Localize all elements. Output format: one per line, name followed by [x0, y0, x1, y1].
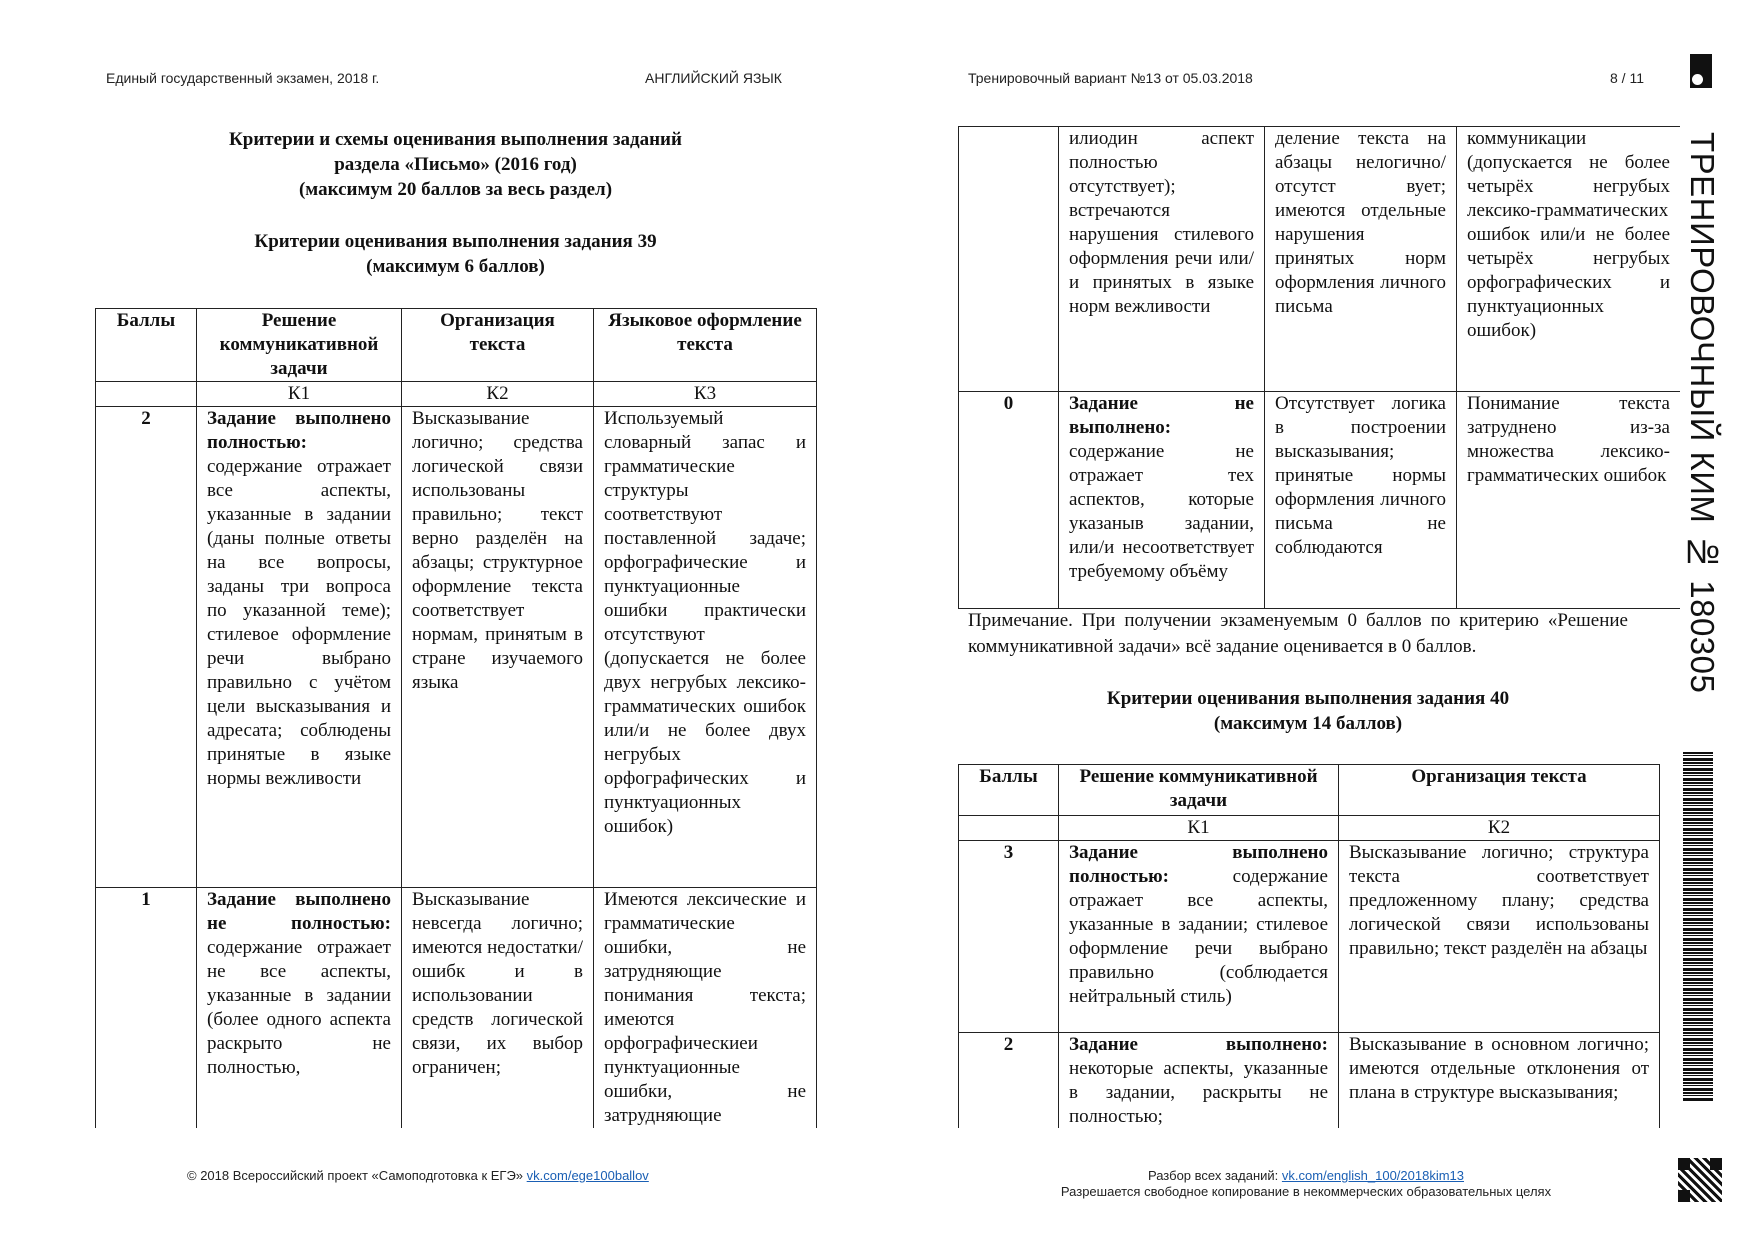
table-row: [959, 841, 1660, 1033]
k2-cell: Высказывание невсегда логично; имеются недостатки/ошибк и в использовании средств логической связи, их выбор ограничен;: [402, 888, 594, 1129]
score-cell: [959, 127, 1059, 392]
header-exam: Единый государственный экзамен, 2018 г.: [106, 70, 380, 86]
k1-verdict: Задание выполнено полностью:: [207, 408, 391, 453]
title-line: (максимум 14 баллов): [1213, 713, 1403, 734]
col-header-k1: Решение коммуникативной задачи: [197, 309, 402, 382]
k1-verdict: Задание выполнено не полностью:: [207, 889, 391, 934]
title-line: Критерии оценивания выполнения задания 39: [254, 231, 657, 252]
section-title: [95, 127, 816, 202]
footer-link-ege100ballov[interactable]: vk.com/ege100ballov: [526, 1168, 649, 1183]
score-cell: 0: [959, 392, 1059, 609]
footer-link-english100[interactable]: vk.com/english_100/2018kim13: [1281, 1168, 1465, 1183]
k1-cell: [197, 888, 402, 1129]
footer-right: [1000, 1168, 1612, 1200]
criteria-table-39: [95, 308, 817, 1128]
review-label: Разбор всех заданий:: [1147, 1168, 1279, 1183]
k1-cell: [1059, 392, 1265, 609]
k1-text: содержание отражает все аспекты, указанные в задании (даны полные ответы на все вопросы, заданы три вопроса по указанной теме); стилевое оформление речи выбрано правильно с учётом цели высказывания и адресата; соблюдены принятые в языке нормы вежливости: [207, 456, 391, 789]
k3-cell: Понимание текста затруднено из-за множества лексико-грамматических ошибок: [1457, 392, 1681, 609]
k1-text: некоторые аспекты, указанные в задании, раскрыты не полностью;: [1069, 1058, 1328, 1127]
criteria-cell: К3: [594, 382, 817, 407]
col-header-k2: Организация текста: [402, 309, 594, 382]
k2-cell: деление текста на абзацы нелогично/отсутст вует; имеются отдельные нарушения принятых норм оформления личного письма: [1265, 127, 1457, 392]
note-text: Примечание. При получении экзаменуемым 0 баллов по критерию «Решение коммуникативной задачи» всё задание оценивается в 0 баллов.: [968, 610, 1628, 657]
table-row: [96, 888, 817, 1129]
kim-number-label: ТРЕНИРОВОЧНЫЙ КИМ № 180305: [1684, 132, 1721, 694]
table-row: [959, 1033, 1660, 1129]
table-row: [959, 392, 1681, 609]
k1-cell: [197, 407, 402, 888]
k2-cell: Высказывание логично; структура текста соответствует предложенному плану; средства логической связи использованы правильно; текст разделён на абзацы: [1339, 841, 1660, 1033]
barcode-icon: [1683, 752, 1713, 1102]
title-line: Критерии оценивания выполнения задания 40: [1106, 688, 1510, 709]
qr-code-icon: [1678, 1158, 1722, 1202]
license-text: Разрешается свободное копирование в некоммерческих образовательных целях: [1060, 1184, 1552, 1199]
k1-verdict: Задание выполнено:: [1069, 1034, 1328, 1055]
k2-cell: Высказывание в основном логично; имеются отдельные отклонения от плана в структуре высказывания;: [1339, 1033, 1660, 1129]
title-line: (максимум 6 баллов): [366, 256, 545, 277]
k1-cell: [1059, 1033, 1339, 1129]
score-cell: 2: [96, 407, 197, 888]
title-line: раздела «Письмо» (2016 год): [334, 154, 577, 175]
criteria-table-40: [958, 764, 1660, 1128]
k3-cell: коммуникации (допускается не более четырёх негрубых лексико-грамматических ошибок или/и не более четырёх негрубых орфографических и пунктуационных ошибок): [1457, 127, 1681, 392]
k3-cell: Используемый словарный запас и грамматические структуры соответствуют поставленной задаче; орфографические и пунктуационные ошибки практически отсутствуют (допускается не более двух негрубых лексико-грамматических ошибок или/и не более двух негрубых орфографических и пунктуационных ошибок): [594, 407, 817, 888]
col-header-k1: Решение коммуникативной задачи: [1059, 765, 1339, 816]
table-row: [959, 127, 1681, 392]
criteria-cell: К1: [197, 382, 402, 407]
k1-text: содержание отражает все аспекты, указанные в задании; стилевое оформление речи выбрано правильно (соблюдается нейтральный стиль): [1069, 866, 1328, 1007]
k1-text: содержание не отражает тех аспектов, которые указаныв задании, или/и несоответствует требуемому объёму: [1069, 441, 1254, 582]
table-row: [96, 407, 817, 888]
header-subject: АНГЛИЙСКИЙ ЯЗЫК: [645, 70, 782, 86]
col-header-score: Баллы: [96, 309, 197, 382]
criteria-cell: К1: [1059, 816, 1339, 841]
score-cell: 2: [959, 1033, 1059, 1129]
k2-cell: Высказывание логично; средства логической связи использованы правильно; текст верно разделён на абзацы; структурное оформление текста соответствует нормам, принятым в стране изучаемого языка: [402, 407, 594, 888]
score-cell: 3: [959, 841, 1059, 1033]
k1-cell: [1059, 841, 1339, 1033]
copyright-text: © 2018 Всероссийский проект «Самоподготовка к ЕГЭ»: [187, 1168, 524, 1183]
footer-left: [187, 1168, 649, 1183]
criteria-cell: К2: [402, 382, 594, 407]
score-cell: 1: [96, 888, 197, 1129]
col-header-score: Баллы: [959, 765, 1059, 816]
criteria-cell: К2: [1339, 816, 1660, 841]
k3-cell: Имеются лексические и грамматические ошибки, не затрудняющие понимания текста; имеются орфографическиеи пунктуационные ошибки, не затрудняющие: [594, 888, 817, 1129]
k2-cell: Отсутствует логика в построении высказывания; принятые нормы оформления личного письма не соблюдаются: [1265, 392, 1457, 609]
k1-text: содержание отражает не все аспекты, указанные в задании (более одного аспекта раскрыто не полностью,: [207, 937, 391, 1078]
header-page-number: 8 / 11: [1610, 70, 1644, 86]
header-variant: Тренировочный вариант №13 от 05.03.2018: [968, 70, 1253, 86]
k1-cell: илиодин аспект полностью отсутствует); встречаются нарушения стилевого оформления речи или/и принятых в языке норм вежливости: [1059, 127, 1265, 392]
title-line: (максимум 20 баллов за весь раздел): [298, 179, 613, 200]
title-line: Критерии и схемы оценивания выполнения заданий: [229, 129, 682, 150]
criteria-cell: [959, 816, 1059, 841]
col-header-k2: Организация текста: [1339, 765, 1660, 816]
criteria-table-39-continued: [958, 126, 1680, 610]
k1-verdict: Задание выполнено полностью:: [1069, 842, 1328, 887]
col-header-k3: Языковое оформление текста: [594, 309, 817, 382]
corner-marker-icon: [1690, 54, 1712, 88]
task39-title: [95, 229, 816, 279]
task40-title: [958, 686, 1658, 736]
criteria-cell: [96, 382, 197, 407]
k1-verdict: Задание не выполнено:: [1069, 393, 1254, 438]
